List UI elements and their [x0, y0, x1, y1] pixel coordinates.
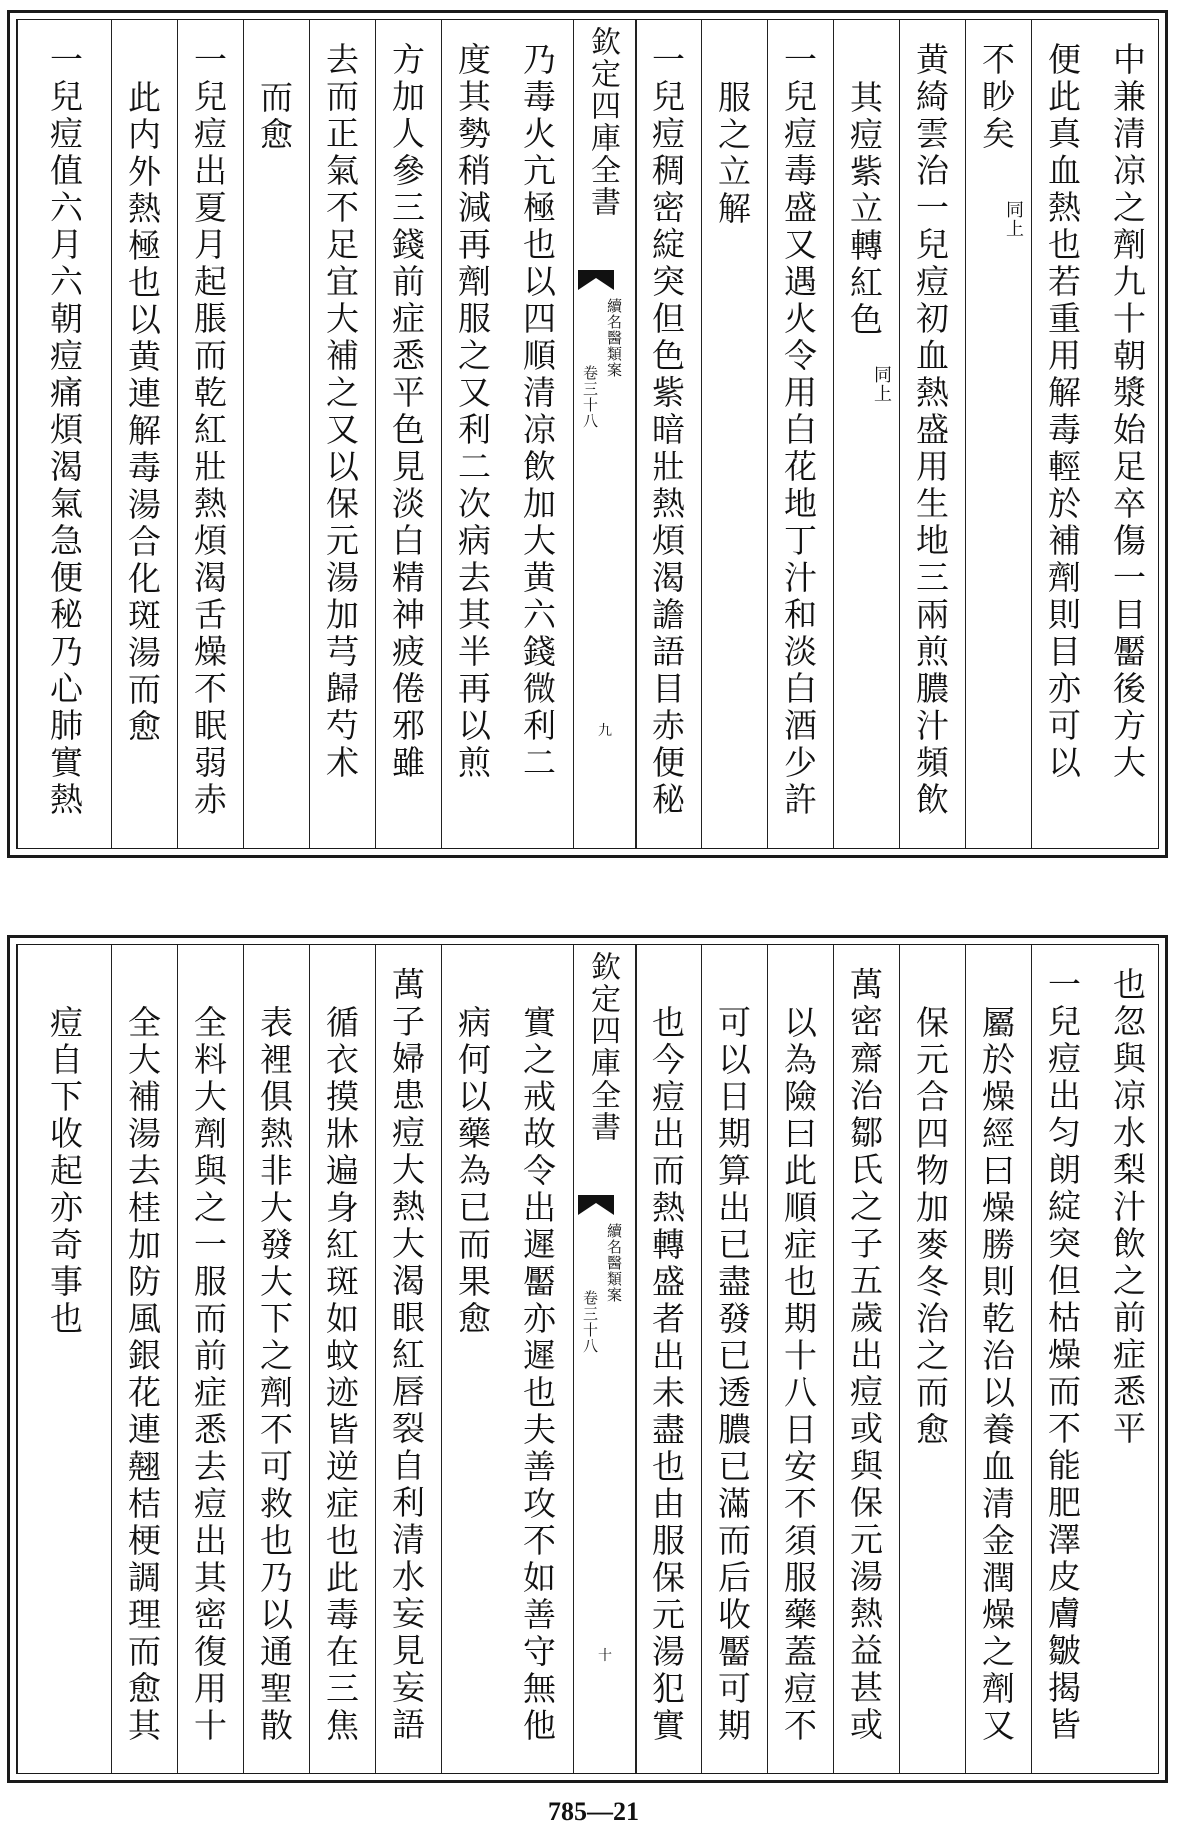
fish-tail-mark-icon: [578, 1195, 614, 1215]
text-column: [507, 945, 573, 1773]
text-column: [833, 20, 900, 848]
text-line: 服之立解: [713, 80, 752, 228]
text-line: 一兒痘出夏月起脹而乾紅壯熱煩渴舌燥不眠弱赤: [189, 42, 228, 819]
text-line: 也今痘出而熱轉盛者出未盡也由服保元湯犯實: [647, 1005, 686, 1745]
text-line: 黄綺雲治一兒痘初血熱盛用生地三兩煎膿汁頻飲: [911, 42, 950, 819]
text-line: 乃毒火亢極也以四順清凉飲加大黄六錢微利二: [518, 42, 557, 782]
leaf-number: 十: [598, 1648, 612, 1664]
text-column: [177, 20, 244, 848]
text-line: 而愈: [255, 80, 294, 154]
text-line: 病何以藥為已而果愈: [453, 1005, 492, 1338]
text-column: [635, 945, 702, 1773]
volume-title: 續名醫類案: [605, 1223, 623, 1303]
text-line: 度其勢稍減再劑服之又利二次病去其半再以煎: [453, 42, 492, 782]
text-line: 方加人參三錢前症悉平色見淡白精神疲倦邪雖: [387, 42, 426, 782]
text-line: 一兒痘稠密綻突但色紫暗壯熱煩渴譫語目赤便秘: [647, 42, 686, 819]
bottom-page-panel: [7, 935, 1168, 1783]
text-column: [701, 20, 768, 848]
text-line: 痘自下收起亦奇事也: [45, 1005, 84, 1338]
center-fold-band: [573, 945, 637, 1773]
text-line: 此内外熱極也以黄連解毒湯合化斑湯而愈: [123, 80, 162, 746]
text-column: [635, 20, 702, 848]
text-column: [243, 945, 310, 1773]
book-title: 欽定四庫全書: [585, 951, 620, 1143]
text-column: [899, 945, 966, 1773]
text-column: [177, 945, 244, 1773]
text-line: 去而正氣不足宜大補之又以保元湯加芎歸芍术: [321, 42, 360, 782]
text-column: [111, 20, 178, 848]
citation-note: 同上: [871, 365, 892, 403]
text-line: 不眇矣: [977, 42, 1016, 153]
text-column: [899, 20, 966, 848]
text-column: [17, 945, 112, 1773]
text-line: 其痘紫立轉紅色: [845, 80, 884, 339]
text-column: [965, 20, 1032, 848]
text-line: 便此真血熱也若重用解毒輕於補劑則目亦可以: [1043, 42, 1082, 782]
text-line: 中兼清凉之劑九十朝漿始足卒傷一目靨後方大: [1108, 42, 1147, 782]
text-column: [375, 20, 442, 848]
text-line: 屬於燥經曰燥勝則乾治以養血清金潤燥之劑又: [977, 1005, 1016, 1745]
text-line: 可以日期算出已盡發已透膿已滿而后收靨可期: [713, 1005, 752, 1745]
text-line: 實之戒故令出遲靨亦遲也夫善攻不如善守無他: [518, 1005, 557, 1745]
text-column: [767, 945, 834, 1773]
page-number: 785—21: [548, 1797, 639, 1826]
text-column: [1031, 945, 1098, 1773]
top-page-frame: [16, 19, 1159, 849]
fish-tail-mark-icon: [578, 270, 614, 290]
text-line: 一兒痘毒盛又遇火令用白花地丁汁和淡白酒少許: [779, 42, 818, 819]
top-page-panel: [7, 10, 1168, 858]
text-line: 全大補湯去桂加防風銀花連翹桔梗調理而愈其: [123, 1005, 162, 1745]
text-column: [309, 20, 376, 848]
text-line: 循衣摸牀遍身紅斑如蚊迹皆逆症也此毒在三焦: [321, 1005, 360, 1745]
text-column: [833, 945, 900, 1773]
text-line: 保元合四物加麥冬治之而愈: [911, 1005, 950, 1449]
text-column: [309, 945, 376, 1773]
leaf-number: 九: [598, 723, 612, 739]
text-column: [441, 945, 508, 1773]
text-line: 一兒痘值六月六朝痘痛煩渴氣急便秘乃心肺實熱: [45, 42, 84, 819]
text-column: [767, 20, 834, 848]
text-column: [111, 945, 178, 1773]
text-line: 萬密齋治鄒氏之子五歲出痘或與保元湯熱益甚或: [845, 967, 884, 1744]
book-title: 欽定四庫全書: [585, 26, 620, 218]
text-line: 也忽與凉水梨汁飲之前症悉平: [1108, 967, 1147, 1448]
text-column: [1097, 945, 1163, 1773]
text-column: [375, 945, 442, 1773]
center-fold-band: [573, 20, 637, 848]
text-column: [507, 20, 573, 848]
text-column: [243, 20, 310, 848]
text-line: 萬子婦患痘大熱大渴眼紅唇裂自利清水妄見妄語: [387, 967, 426, 1744]
volume-number: 卷三十八: [581, 365, 599, 429]
text-column: [1031, 20, 1098, 848]
text-line: 以為險曰此順症也期十八日安不須服藥蓋痘不: [779, 1005, 818, 1745]
text-line: 表裡俱熱非大發大下之劑不可救也乃以通聖散: [255, 1005, 294, 1745]
text-line: 一兒痘出匀朗綻突但枯燥而不能肥澤皮膚皺揭皆: [1043, 967, 1082, 1744]
citation-note: 同上: [1003, 200, 1024, 238]
text-column: [1097, 20, 1163, 848]
text-column: [17, 20, 112, 848]
text-column: [965, 945, 1032, 1773]
text-line: 全料大劑與之一服而前症悉去痘出其密復用十: [189, 1005, 228, 1745]
volume-title: 續名醫類案: [605, 298, 623, 378]
bottom-page-frame: [16, 944, 1159, 1774]
text-column: [701, 945, 768, 1773]
text-column: [441, 20, 508, 848]
volume-number: 卷三十八: [581, 1290, 599, 1354]
